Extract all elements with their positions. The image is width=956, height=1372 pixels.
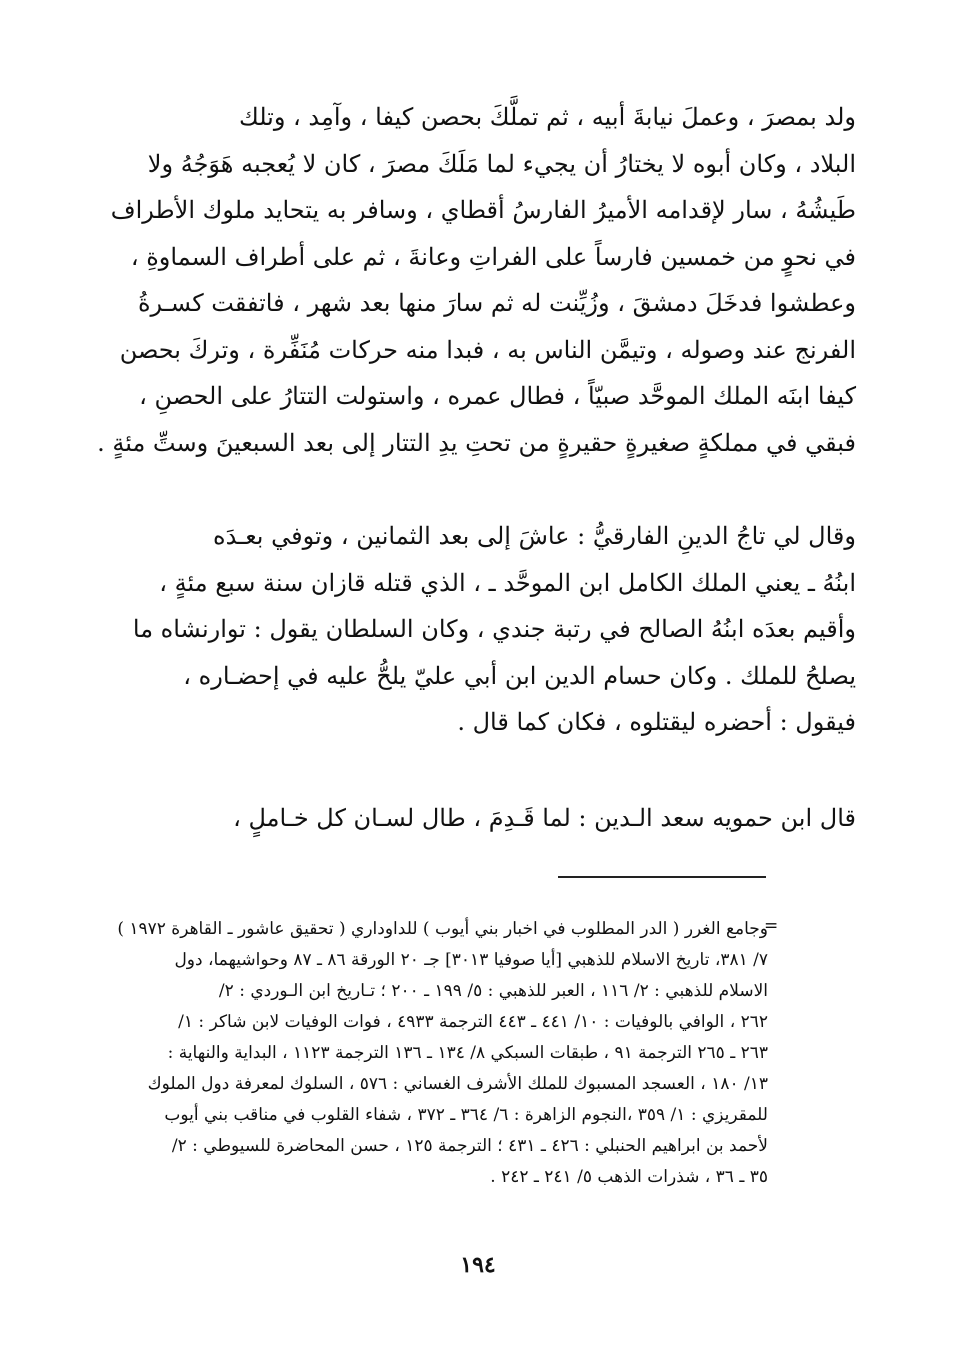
text-line: وأقيم بعدَه ابنُهُ الصالح في رتبة جندي ، وكان السلطان يقول : توارنشاه ما — [132, 615, 856, 643]
paragraph-1 — [97, 94, 856, 466]
text-line: ابنُهُ ـ يعني الملك الكامل ابن الموحَّد ـ ، الذي قتله قازان سنة سبع مئةٍ ، — [159, 568, 856, 597]
footnote-line: ٢٦٣ ـ ٢٦٥ الترجمة ٩١ ، طبقات السبكي ٨/ ١٣٤ ـ ١٣٦ الترجمة ١١٢٣ ، البداية والنهاية : — [167, 1043, 768, 1063]
page-number: ١٩٤ — [460, 1252, 496, 1278]
text-line: البلاد ، وكان أبوه لا يختارُ أن يجيء لما مَلَكَ مصرَ ، كان لا يُعجبه هَوَجُهُ ولا — [147, 149, 856, 178]
text-line: فبقي في مملكةٍ صغيرةٍ حقيرةٍ من تحتِ يدِ التتار إلى بعد السبعينَ وستِّ مئةٍ . — [97, 428, 856, 457]
text-line: الفرنج عند وصوله ، وتيمَّن الناس به ، فبدا منه حركات مُنَفِّرة ، وتركَ بحصن — [119, 335, 856, 364]
footnote — [88, 914, 768, 1193]
text-line: قال ابن حمويه سعد الـدين : لما قَـدِمَ ، طال لسـان كل خـاملٍ ، — [233, 804, 856, 832]
text-line: وعطشوا فدخَلَ دمشقَ ، وزُيِّنت له ثم سارَ منها بعد شهر ، فاتفقت كسـرةُ — [137, 289, 856, 317]
footnote-line: ١٣/ ١٨٠ ، العسجد المسبوك للملك الأشرف الغساني : ٥٧٦ ، السلوك لمعرفة دول الملوك — [147, 1074, 768, 1094]
text-line: ولد بمصرَ ، وعملَ نيابةَ أبيه ، ثم تملَّكَ بحصن كيفا ، وآمِد ، وتلك — [238, 103, 856, 131]
text-line: طَيشُهُ ، سار لإقدامه الأميرُ الفارسُ أقطاي ، وسافر به يتحايد ملوك الأطراف — [110, 196, 856, 224]
text-line: وقال لي تاجُ الدينِ الفارقيُّ : عاشَ إلى بعد الثمانين ، وتوفي بعـدَه — [213, 522, 856, 550]
paragraph-3 — [196, 795, 856, 842]
paragraph-2 — [132, 513, 856, 746]
text-line: يصلحُ للملك . وكان حسام الدين ابن أبي عليّ يلحُّ عليه في إحضـاره ، — [183, 661, 856, 690]
footnote-line: الاسلام للذهبي : ٢/ ١١٦ ، العبر للذهبي : ٥/ ١٩٩ ـ ٢٠٠ ؛ تـاريخ ابن الـوردي : ٢/ — [218, 981, 768, 1001]
footnote-continuation-marker: = — [764, 916, 779, 936]
footnote-separator — [558, 876, 766, 878]
footnote-line: للمقريزي : ١/ ٣٥٩ ،النجوم الزاهرة : ٦/ ٣٦٤ ـ ٣٧٢ ، شفاء القلوب في مناقب بني أيوب — [164, 1105, 768, 1125]
footnote-line: ٧/ ٣٨١، تاريخ الاسلام للذهبي [أيا صوفيا ٣٠١٣] جـ ٢٠ الورقة ٨٦ ـ ٨٧ وحواشيهما، دول — [174, 950, 768, 970]
text-line: كيفا ابنَه الملك الموحَّد صبيّاً ، فطال عمره ، واستولت التتارُ على الحصنِ ، — [139, 382, 856, 410]
text-line: فيقول : أحضره ليقتلوه ، فكان كما قال . — [457, 708, 856, 736]
footnote-line: لأحمد بن ابراهيم الحنبلي : ٤٢٦ ـ ٤٣١ ؛ الترجمة ١٢٥ ، حسن المحاضرة للسيوطي : ٢/ — [171, 1136, 768, 1156]
footnote-line: ٢٦٢ ، الوافي بالوفيات : ١٠/ ٤٤١ ـ ٤٤٣ الترجمة ٤٩٣٣ ، فوات الوفيات لابن شاكر : ١/ — [178, 1012, 768, 1032]
footnote-line: وجامع الغرر ( الدر المطلوب في اخبار بني أيوب ) للداوداري ( تحقيق عاشور ـ القاهرة ١٩٧٢ ) — [117, 919, 768, 939]
text-line: في نحوٍ من خمسين فارساً على الفراتِ وعانةَ ، ثم على أطراف السماوةِ ، — [130, 242, 856, 271]
footnote-line: ٣٥ ـ ٣٦ ، شذرات الذهب ٥/ ٢٤١ ـ ٢٤٢ . — [490, 1167, 768, 1187]
